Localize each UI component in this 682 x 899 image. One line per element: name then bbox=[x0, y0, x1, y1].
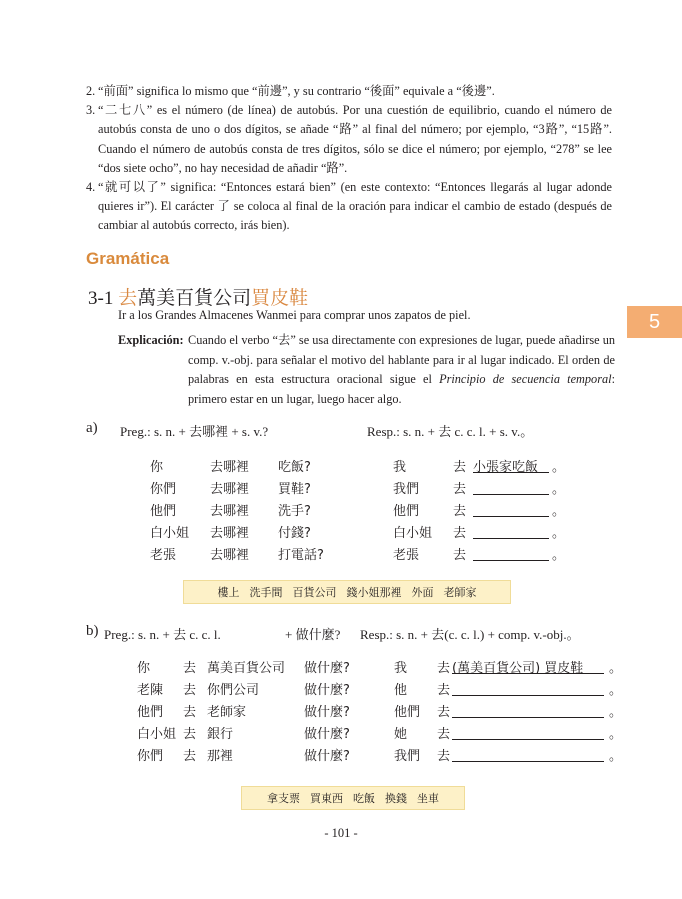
answer-subject: 老張 bbox=[393, 548, 420, 563]
question-where: 去哪裡 bbox=[210, 526, 250, 541]
answer-subject: 我 bbox=[393, 460, 407, 475]
question-go: 去 bbox=[183, 749, 197, 764]
question-what: 做什麼? bbox=[304, 749, 350, 764]
title-place: 萬美百貨公司 bbox=[137, 287, 252, 309]
question-go: 去 bbox=[183, 661, 197, 676]
answer-end-mark: 。 bbox=[552, 460, 566, 475]
question-subject: 老張 bbox=[150, 548, 177, 563]
question-what: 做什麼? bbox=[304, 727, 350, 742]
section-heading: Gramática bbox=[86, 249, 170, 268]
answer-verb: 去 bbox=[453, 526, 467, 541]
answer-verb: 去 bbox=[437, 705, 451, 720]
page-number: - 101 - bbox=[324, 826, 358, 840]
answer-blank[interactable] bbox=[452, 679, 604, 696]
answer-blank[interactable] bbox=[473, 544, 549, 561]
explanation bbox=[118, 331, 615, 409]
word-option: 拿支票 bbox=[267, 792, 300, 805]
word-option: 洗手間 bbox=[249, 586, 283, 599]
answer-blank[interactable] bbox=[452, 745, 604, 762]
note-item bbox=[86, 101, 612, 178]
word-option: 錢小姐那裡 bbox=[346, 586, 402, 599]
question-subject: 你們 bbox=[137, 749, 164, 764]
answer-blank[interactable] bbox=[452, 723, 604, 740]
word-option: 外面 bbox=[411, 586, 434, 599]
answer-subject: 他們 bbox=[393, 504, 420, 519]
question-where: 去哪裡 bbox=[210, 460, 250, 475]
answer-subject: 我 bbox=[394, 661, 408, 676]
note-text: “前面” significa lo mismo que “前邊”, y su contrario “後面” equivale a “後邊”. bbox=[98, 84, 495, 98]
answer-verb: 去 bbox=[437, 727, 451, 742]
question-subject: 白小姐 bbox=[137, 727, 177, 742]
title-highlight-verb: 去 bbox=[118, 287, 138, 309]
question-subject: 你們 bbox=[150, 482, 177, 497]
question-where: 去哪裡 bbox=[210, 482, 250, 497]
question-verb: 洗手? bbox=[278, 504, 311, 519]
answer-verb: 去 bbox=[453, 504, 467, 519]
question-verb: 吃飯? bbox=[278, 460, 311, 475]
question-what: 做什麼? bbox=[304, 661, 350, 676]
answer-end-mark: 。 bbox=[552, 526, 566, 541]
answer-end-mark: 。 bbox=[609, 705, 623, 720]
answer-end-mark: 。 bbox=[552, 504, 566, 519]
answer-subject: 他 bbox=[394, 683, 408, 698]
question-subject: 你 bbox=[137, 661, 151, 676]
question-where: 去哪裡 bbox=[210, 504, 250, 519]
answer-verb: 去 bbox=[437, 683, 451, 698]
answer-end-mark: 。 bbox=[552, 548, 566, 563]
question-where: 去哪裡 bbox=[210, 548, 250, 563]
question-place: 那裡 bbox=[207, 749, 234, 764]
answer-end-mark: 。 bbox=[552, 482, 566, 497]
answer-end-mark: 。 bbox=[609, 661, 623, 676]
explanation-italic: Principio de secuencia temporal bbox=[439, 372, 612, 386]
word-option: 買東西 bbox=[310, 792, 343, 805]
question-subject: 你 bbox=[150, 460, 164, 475]
word-option: 坐車 bbox=[417, 792, 439, 805]
note-number: 2. bbox=[86, 84, 96, 98]
answer-subject: 她 bbox=[394, 727, 408, 742]
part-b-question-pattern: Preg.: s. n. + 去 c. c. l. bbox=[104, 627, 221, 642]
question-what: 做什麼? bbox=[304, 683, 350, 698]
answer-verb: 去 bbox=[437, 661, 451, 676]
grammar-point-number: 3-1 bbox=[88, 288, 119, 309]
question-place: 你們公司 bbox=[207, 683, 260, 698]
note-text: “就可以了” significa: “Entonces estará bien” (en este contexto: “Entonces llegarás al lugar adonde quieres ir”). El carácter 了 se coloca al final de la oración para indicar el cambio de estado (después de cambiar al autobús correcto, irás bien). bbox=[98, 180, 612, 233]
question-place: 老師家 bbox=[207, 705, 247, 720]
chapter-tab: 5 bbox=[627, 306, 682, 338]
word-option: 吃飯 bbox=[353, 792, 375, 805]
question-what: 做什麼? bbox=[304, 705, 350, 720]
part-b-answer-pattern: Resp.: s. n. + 去(c. c. l.) + comp. v.-obj.。 bbox=[360, 627, 580, 642]
note-number: 3. bbox=[86, 103, 96, 118]
answer-end-mark: 。 bbox=[609, 683, 623, 698]
note-text: “二七八” es el número (de línea) de autobús. Por una cuestión de equilibrio, cuando el número de autobús consta de uno o dos dígitos, se añade “路” al final del número; por ejemplo, “3路”, “15路”. Cuando el número de autobús consta de tres dígitos, sólo se dice el número; por ejemplo, “278” se lee “dos siete ocho”, no hay necesidad de añadir “路”. bbox=[98, 103, 612, 175]
question-place: 銀行 bbox=[207, 727, 234, 742]
word-option: 換錢 bbox=[385, 792, 407, 805]
question-go: 去 bbox=[183, 727, 197, 742]
grammar-point-translation: Ir a los Grandes Almacenes Wanmei para comprar unos zapatos de piel. bbox=[118, 308, 471, 322]
note-item bbox=[86, 178, 612, 236]
word-option: 老師家 bbox=[443, 586, 477, 599]
answer-blank[interactable] bbox=[473, 500, 549, 517]
answer-blank[interactable]: 小張家吃飯 bbox=[473, 456, 549, 473]
question-verb: 付錢? bbox=[278, 526, 311, 541]
notes-list bbox=[86, 82, 612, 236]
part-b-word-bank bbox=[241, 786, 465, 810]
question-subject: 老陳 bbox=[137, 683, 164, 698]
answer-end-mark: 。 bbox=[609, 727, 623, 742]
grammar-point-title bbox=[88, 283, 308, 310]
explanation-label: Explicación: bbox=[118, 333, 184, 347]
answer-subject: 我們 bbox=[394, 749, 421, 764]
part-a-question-pattern: Preg.: s. n. + 去哪裡 + s. v.? bbox=[120, 424, 269, 439]
explanation-text bbox=[188, 331, 615, 409]
answer-verb: 去 bbox=[437, 749, 451, 764]
answer-blank[interactable] bbox=[473, 522, 549, 539]
question-verb: 打電話? bbox=[278, 548, 324, 563]
answer-blank[interactable]: (萬美百貨公司) 買皮鞋 bbox=[452, 657, 604, 674]
answer-verb: 去 bbox=[453, 548, 467, 563]
part-a-answer-pattern: Resp.: s. n. + 去 c. c. l. + s. v.。 bbox=[367, 424, 534, 439]
answer-blank[interactable] bbox=[473, 478, 549, 495]
word-option: 樓上 bbox=[217, 586, 240, 599]
note-item bbox=[86, 82, 612, 101]
question-subject: 他們 bbox=[150, 504, 177, 519]
part-b-question-pattern-end: + 做什麼? bbox=[285, 627, 341, 642]
answer-end-mark: 。 bbox=[609, 749, 623, 764]
note-number: 4. bbox=[86, 180, 96, 195]
explanation-text-part: : primero estar en un lugar, luego hacer algo. bbox=[188, 372, 615, 406]
question-subject: 白小姐 bbox=[150, 526, 190, 541]
question-go: 去 bbox=[183, 705, 197, 720]
answer-subject: 他們 bbox=[394, 705, 421, 720]
answer-blank[interactable] bbox=[452, 701, 604, 718]
answer-subject: 我們 bbox=[393, 482, 420, 497]
word-option: 百貨公司 bbox=[292, 586, 337, 599]
answer-subject: 白小姐 bbox=[393, 526, 433, 541]
part-b-label: b) bbox=[86, 623, 99, 639]
answer-verb: 去 bbox=[453, 460, 467, 475]
answer-verb: 去 bbox=[453, 482, 467, 497]
explanation-text-part: Cuando el verbo “去” se usa directamente con expresiones de lugar, puede añadirse un comp. v.-obj. para señalar el motivo del hablante para ir al lugar indicado. El orden de palabras en esta estructura oracional sigue el bbox=[188, 333, 615, 386]
question-subject: 他們 bbox=[137, 705, 164, 720]
question-go: 去 bbox=[183, 683, 197, 698]
question-verb: 買鞋? bbox=[278, 482, 311, 497]
part-a-word-bank bbox=[183, 580, 511, 604]
title-highlight-purpose: 買皮鞋 bbox=[251, 287, 309, 309]
part-a-label: a) bbox=[86, 420, 98, 436]
question-place: 萬美百貨公司 bbox=[207, 661, 286, 676]
